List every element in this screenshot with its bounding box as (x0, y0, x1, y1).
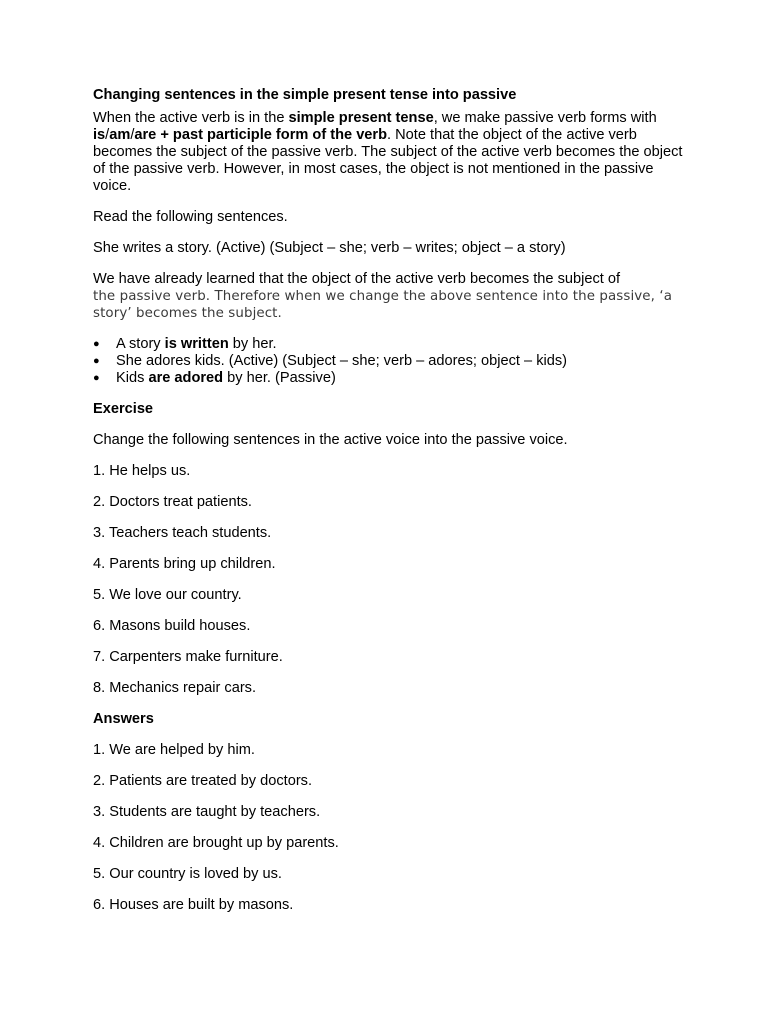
bullet-item (93, 336, 693, 353)
answer-item: 6. Houses are built by masons. (93, 897, 294, 913)
answers-list (93, 742, 693, 914)
exercise-list (93, 463, 693, 697)
bullet-text-pre: A story (116, 336, 165, 352)
bullet-text-pre: She adores kids. (Active) (Subject – she; verb – adores; object – kids) (116, 353, 568, 369)
exercise-item: 1. He helps us. (93, 463, 191, 479)
exercise-item: 2. Doctors treat patients. (93, 494, 252, 510)
exercise-item: 6. Masons build houses. (93, 618, 251, 634)
exercise-instruction: Change the following sentences in the active voice into the passive voice. (93, 432, 568, 448)
bullet-icon: ● (93, 355, 100, 367)
example-sentence: She writes a story. (Active) (Subject – she; verb – writes; object – a story) (93, 240, 566, 256)
exercise-item: 7. Carpenters make furniture. (93, 649, 283, 665)
intro-bold-4: are + past participle form of the verb (134, 127, 388, 143)
exercise-item: 4. Parents bring up children. (93, 556, 276, 572)
intro-bold-2: is (93, 127, 106, 143)
bullet-text-post: by her. (Passive) (223, 370, 336, 386)
answer-item: 1. We are helped by him. (93, 742, 255, 758)
answer-item: 4. Children are brought up by parents. (93, 835, 339, 851)
learned-paragraph (93, 271, 693, 322)
intro-text-5: . Note that the object of the active verb becomes the subject of the passive verb. The subject of the active verb becomes the object of the passive verb. However, in most cases, the object is not mentioned in the passive voice. (93, 127, 683, 194)
answer-item: 2. Patients are treated by doctors. (93, 773, 313, 789)
bullet-text-bold: are adored (148, 370, 224, 386)
answer-item: 5. Our country is loved by us. (93, 866, 282, 882)
exercise-item: 3. Teachers teach students. (93, 525, 272, 541)
read-following-text: Read the following sentences. (93, 209, 288, 225)
intro-text-3: / (105, 127, 110, 143)
learned-line-2: the passive verb. Therefore when we change the above sentence into the passive, ‘a story’ becomes the subject. (93, 289, 673, 321)
intro-text-2: , we make passive verb forms with (433, 110, 657, 126)
example-bullet-list (93, 336, 693, 387)
intro-bold-3: am (109, 127, 131, 143)
intro-text-4: / (130, 127, 135, 143)
learned-line-1: We have already learned that the object of the active verb becomes the subject of (93, 271, 621, 287)
document-page (93, 87, 693, 928)
exercise-heading: Exercise (93, 401, 154, 417)
intro-text-1: When the active verb is in the (93, 110, 289, 126)
intro-bold-1: simple present tense (288, 110, 434, 126)
bullet-item (93, 353, 693, 370)
document-title: Changing sentences in the simple present tense into passive (93, 87, 517, 103)
bullet-text-bold: is written (164, 336, 229, 352)
bullet-text-pre: Kids (116, 370, 149, 386)
intro-paragraph (93, 110, 693, 195)
bullet-text-post: by her. (228, 336, 277, 352)
exercise-item: 5. We love our country. (93, 587, 242, 603)
answer-item: 3. Students are taught by teachers. (93, 804, 321, 820)
bullet-item (93, 370, 693, 387)
bullet-icon: ● (93, 372, 100, 384)
bullet-icon: ● (93, 338, 100, 350)
answers-heading: Answers (93, 711, 154, 727)
exercise-item: 8. Mechanics repair cars. (93, 680, 257, 696)
